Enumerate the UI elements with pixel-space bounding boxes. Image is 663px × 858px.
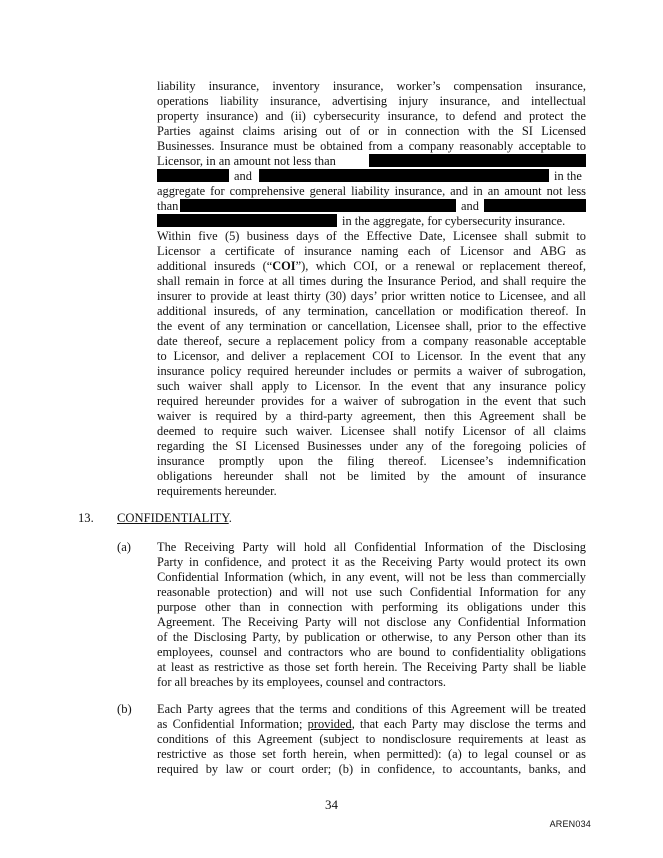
text-line: for all breaches by its employees, counsel and contractors. (157, 675, 447, 689)
redaction-block (369, 154, 586, 167)
text-line: to Licensor, and deliver a replacement COI to Licensor. In the event that any (157, 349, 586, 363)
text-line (157, 154, 586, 169)
redaction-block (484, 199, 586, 212)
text-line: restrictive as those set forth herein, when permitted): (a) to legal counsel or as (157, 747, 586, 761)
text-line: required hereunder provides for a waiver of subrogation in the event that such (157, 394, 586, 408)
text-line: shall remain in force at all times during the Insurance Period, and shall require the (157, 274, 586, 288)
provided-term: provided (307, 717, 352, 731)
section-title-period: . (228, 511, 232, 525)
text-line: Businesses. Insurance must be obtained from a company reasonably acceptable to (157, 139, 586, 153)
redaction-block (157, 214, 337, 227)
redaction-block (259, 169, 549, 182)
text-line: insurer to provide at least thirty (30) days’ prior written notice to Licensee, and all (157, 289, 586, 303)
text-fragment: as Confidential Information; (157, 717, 308, 731)
text-line: required by law or court order; (b) in confidence, to accountants, banks, and (157, 762, 586, 776)
text-line: deemed to require such waiver. Licensee shall notify Licensor of all claims (157, 424, 586, 438)
text-fragment: in the (554, 169, 582, 183)
text-line: liability insurance, inventory insurance, worker’s compensation insurance, (157, 79, 586, 93)
text-line: Parties against claims arising out of or in connection with the SI Licensed (157, 124, 586, 138)
text-line: insurance promptly upon the filing thereof. Licensee’s indemnification (157, 454, 586, 468)
text-line: Confidential Information (which, in any event, will not be less than commercially (157, 570, 586, 584)
text-line: reasonable protection) and will not use such Confidential Information for any (157, 585, 586, 599)
section-title: CONFIDENTIALITY (117, 511, 229, 525)
subsection-label-b: (b) (117, 702, 132, 716)
text-line: the event of any termination or cancellation, Licensee shall, prior to the effective (157, 319, 586, 333)
text-line: property insurance) and (ii) cybersecurity insurance, to defend and protect the (157, 109, 586, 123)
text-line: at least as restrictive as those set forth herein. The Receiving Party shall be liable (157, 660, 586, 674)
text-line: Licensor a certificate of insurance naming each of Licensor and ABG as (157, 244, 586, 258)
text-fragment: than (157, 199, 179, 213)
text-line: Within five (5) business days of the Effective Date, Licensee shall submit to (157, 229, 586, 243)
text-line: additional insureds, of any termination, cancellation or modification thereof. In (157, 304, 586, 318)
text-line (157, 259, 586, 274)
text-fragment: and (461, 199, 479, 213)
page-number: 34 (325, 797, 338, 812)
text-line: insurance policy required hereunder includes or permits a waiver of subrogation, (157, 364, 586, 378)
text-line: The Receiving Party will hold all Confidential Information of the Disclosing (157, 540, 586, 554)
text-fragment: in the aggregate, for cybersecurity insurance. (342, 214, 566, 228)
text-line: of the Disclosing Party, by publication or otherwise, to any Person other than its (157, 630, 586, 644)
text-line: aggregate for comprehensive general liability insurance, and in an amount not less (157, 184, 586, 198)
text-line: date thereof, secure a replacement policy from a company reasonable acceptable (157, 334, 586, 348)
text-line: conditions of this Agreement (subject to nondisclosure requirements at least as (157, 732, 586, 746)
text-line: Each Party agrees that the terms and conditions of this Agreement will be treated (157, 702, 586, 716)
redaction-block (157, 169, 229, 182)
text-fragment: , that each Party may disclose the terms and (351, 717, 586, 731)
text-line: waiver is required by a third-party agreement, then this Agreement shall be (157, 409, 586, 423)
text-fragment: additional insureds (“ (157, 259, 273, 273)
text-fragment: ”), which COI, or a renewal or replacement thereof, (295, 259, 587, 273)
defined-term-coi: COI (272, 259, 296, 273)
bates-number: AREN034 (549, 819, 591, 829)
text-line: employees, counsel and contractors who are bound to confidentiality obligations (157, 645, 586, 659)
text-line (157, 717, 586, 732)
redaction-block (180, 199, 456, 212)
text-fragment: and (234, 169, 252, 183)
text-line: such waiver shall apply to Licensor. In the event that any insurance policy (157, 379, 586, 393)
text-line: Party in confidence, and protect it as the Receiving Party would protect its own (157, 555, 586, 569)
text-line: operations liability insurance, advertising injury insurance, and intellectual (157, 94, 586, 108)
section-number: 13. (78, 511, 94, 525)
text-line: requirements hereunder. (157, 484, 277, 498)
text-line: Agreement. The Receiving Party will not disclose any Confidential Information (157, 615, 586, 629)
text-line: purpose other than in connection with performing its obligations under this (157, 600, 586, 614)
subsection-label-a: (a) (117, 540, 131, 554)
text-line: regarding the SI Licensed Businesses under any of the foregoing policies of (157, 439, 586, 453)
text-line: obligations hereunder shall not be limited by the amount of insurance (157, 469, 586, 483)
section-heading (117, 511, 232, 526)
text-fragment: Licensor, in an amount not less than (157, 154, 336, 168)
